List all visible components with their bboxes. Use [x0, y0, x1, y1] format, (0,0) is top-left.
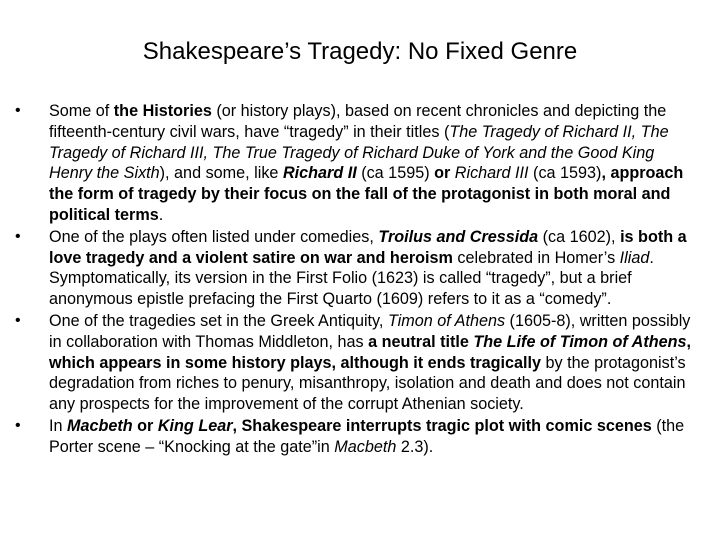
bullet-text [49, 228, 687, 308]
bullet-glyph: • [15, 102, 21, 119]
bullet-glyph: • [15, 227, 21, 245]
bullet-glyph: • [15, 416, 21, 434]
text-run: , which appears in some history plays, although it ends tragically [49, 332, 692, 372]
text-run: Macbeth [334, 437, 397, 456]
bullet-item-troilus [14, 227, 700, 310]
bullet-item-timon [14, 311, 700, 415]
bullet-item-macbeth-lear [14, 416, 700, 458]
text-run: , Shakespeare interrupts tragic plot with comic scenes [232, 416, 652, 435]
text-run: 2.3). [396, 437, 434, 456]
bullet-text [49, 312, 691, 413]
text-run: (ca 1593) [528, 164, 602, 183]
text-run: (1605-8), written possibly in collaboration with Thomas Middleton, has [49, 311, 691, 351]
bullet-item-histories [14, 101, 700, 226]
text-run: (ca 1602), [538, 227, 621, 246]
text-run: celebrated in Homer’s [452, 248, 620, 267]
bullet-glyph: • [15, 311, 21, 329]
text-run: One of the tragedies set in the Greek Antiquity, [49, 311, 388, 330]
text-run: or [434, 164, 455, 183]
text-run: In [49, 416, 67, 435]
text-run: Troilus and Cressida [378, 227, 539, 246]
text-run: (or history plays), based on recent chronicles and depicting the fifteenth-century civil wars, have “tragedy” in their titles ( [49, 102, 667, 141]
text-run: Richard II [282, 164, 357, 183]
bullet-list [14, 101, 700, 459]
text-run: , approach the form of tragedy by their focus on the fall of the protagonist in both moral and political terms [49, 164, 684, 224]
text-run: Some of [49, 102, 114, 120]
bullet-text [49, 102, 683, 224]
text-run: King Lear [157, 416, 233, 435]
text-run: Timon of Athens [387, 311, 506, 330]
text-run: The Tragedy of Richard II, The Tragedy of Richard III, The True Tragedy of Richard Duke of York and the Good King Henry the Sixth [49, 122, 669, 183]
text-run: . Symptomatically, its version in the First Folio (1623) is called “tragedy”, but a brief anonymous epistle prefacing the First Quarto (1609) refers to it as a “comedy”. [49, 248, 654, 309]
text-run: One of the plays often listed under comedies, [49, 227, 379, 246]
text-run: The Life of Timon of Athens [473, 332, 687, 351]
text-run: . [158, 205, 164, 224]
text-run: Iliad [619, 248, 650, 267]
text-run: a neutral title [368, 332, 474, 351]
text-run: is both a love tragedy and a violent satire on war and heroism [49, 227, 687, 267]
bullet-text [49, 417, 684, 456]
text-run: Richard III [454, 164, 529, 183]
text-run: (ca 1595) [356, 164, 435, 183]
text-run: ), and some, like [159, 164, 283, 183]
text-run: Macbeth [67, 416, 133, 435]
text-run: the Histories [113, 102, 212, 120]
slide-title: Shakespeare’s Tragedy: No Fixed Genre [142, 38, 578, 65]
text-run: or [132, 416, 158, 435]
text-run: by the protagonist’s degradation from riches to penury, misanthropy, isolation and death and does not contain any prospects for the improvement of the corrupt Athenian society. [49, 353, 686, 414]
text-run: (the Porter scene – “Knocking at the gate”in [49, 416, 685, 456]
